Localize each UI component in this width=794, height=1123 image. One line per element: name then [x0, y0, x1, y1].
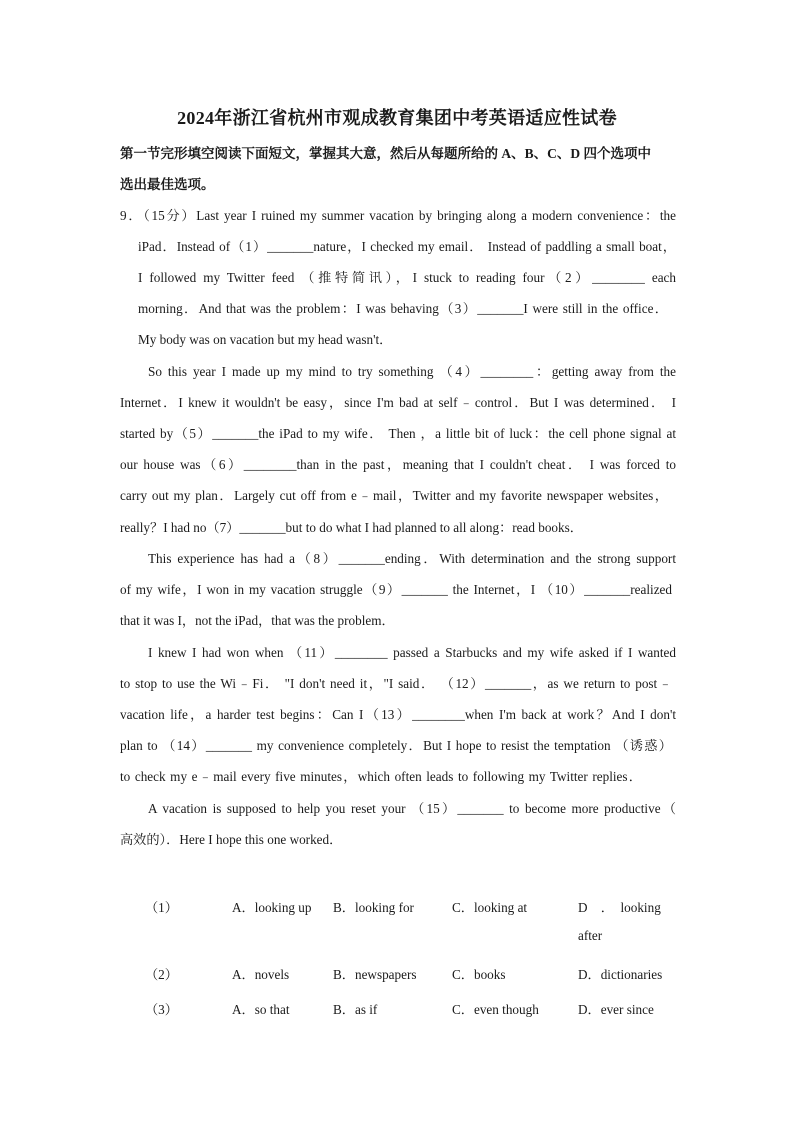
option-c: C．looking at	[452, 900, 528, 915]
question-number: （1）	[145, 900, 178, 915]
question-number: （2）	[145, 967, 178, 982]
option-a: A．looking up	[232, 900, 312, 915]
option-a: A．so that	[232, 1002, 290, 1017]
option-d: D ． looking	[578, 900, 661, 915]
passage-line: I knew I had won when （11）________ passed a Starbucks and my wife asked if I wanted	[148, 645, 676, 660]
option-c: C．books	[452, 967, 506, 982]
passage-line: A vacation is supposed to help you reset your （15）_______ to become more productive（	[148, 801, 676, 816]
passage-line: to stop to use the Wi﹣Fi． "I don't need it，"I said． （12）_______，as we return to post﹣	[120, 676, 672, 691]
passage-line: My body was on vacation but my head wasn't．	[138, 332, 393, 347]
passage-line: that it was I，not the iPad，that was the problem．	[120, 613, 395, 628]
option-d: D．ever since	[578, 1002, 654, 1017]
option-b: B．as if	[333, 1002, 378, 1017]
section-header-line1: 第一节完形填空阅读下面短文，掌握其大意，然后从每题所给的 A、B、C、D 四个选项中	[120, 146, 652, 161]
passage-line: really？I had no（7）_______but to do what I had planned to all along：read books．	[120, 520, 583, 535]
question-number: （3）	[145, 1002, 178, 1017]
passage-line: iPad．Instead of（1）_______nature，I checked my email． Instead of paddling a small boat，	[138, 239, 676, 254]
passage-line: carry out my plan．Largely cut off from e﹣mail，Twitter and my favorite newspaper websites，	[120, 488, 668, 503]
passage-line: Internet．I knew it wouldn't be easy，since I'm bad at self﹣control．But I was determined． I	[120, 395, 676, 410]
option-b: B．newspapers	[333, 967, 417, 982]
passage-line: to check my e﹣mail every five minutes，which often leads to following my Twitter replies．	[120, 769, 642, 784]
passage-line: This experience has had a（8）_______ending．With determination and the strong support	[148, 551, 676, 566]
option-c: C．even though	[452, 1002, 539, 1017]
passage-line: 高效的）．Here I hope this one worked．	[120, 832, 343, 847]
option-d: D．dictionaries	[578, 967, 663, 982]
passage-line: our house was（6）________than in the past，meaning that I couldn't cheat． I was forced to	[120, 457, 676, 472]
passage-line: started by（5）_______the iPad to my wife． Then ，a little bit of luck：the cell phone signal at	[120, 426, 676, 441]
passage-line: 9．（15分）Last year I ruined my summer vacation by bringing along a modern convenience：the	[120, 208, 676, 223]
passage-line: vacation life，a harder test begins：Can I（13）________when I'm back at work？And I don't	[120, 707, 676, 722]
option-d-continued: after	[578, 928, 603, 943]
section-header-line2: 选出最佳选项。	[120, 177, 215, 192]
page-title: 2024年浙江省杭州市观成教育集团中考英语适应性试卷	[177, 108, 617, 128]
passage-line: plan to （14）_______ my convenience completely．But I hope to resist the temptation （诱惑）	[120, 738, 672, 753]
passage-line: morning．And that was the problem：I was behaving（3）_______I were still in the office．	[138, 301, 668, 316]
passage-line: So this year I made up my mind to try something （4）________：getting away from the	[148, 364, 676, 379]
option-a: A．novels	[232, 967, 290, 982]
passage-line: of my wife，I won in my vacation struggle（9）_______ the Internet，I （10）_______realized	[120, 582, 672, 597]
option-b: B．looking for	[333, 900, 414, 915]
passage-line: I followed my Twitter feed （推特简讯），I stuck to reading four（2）________ each	[138, 270, 676, 285]
